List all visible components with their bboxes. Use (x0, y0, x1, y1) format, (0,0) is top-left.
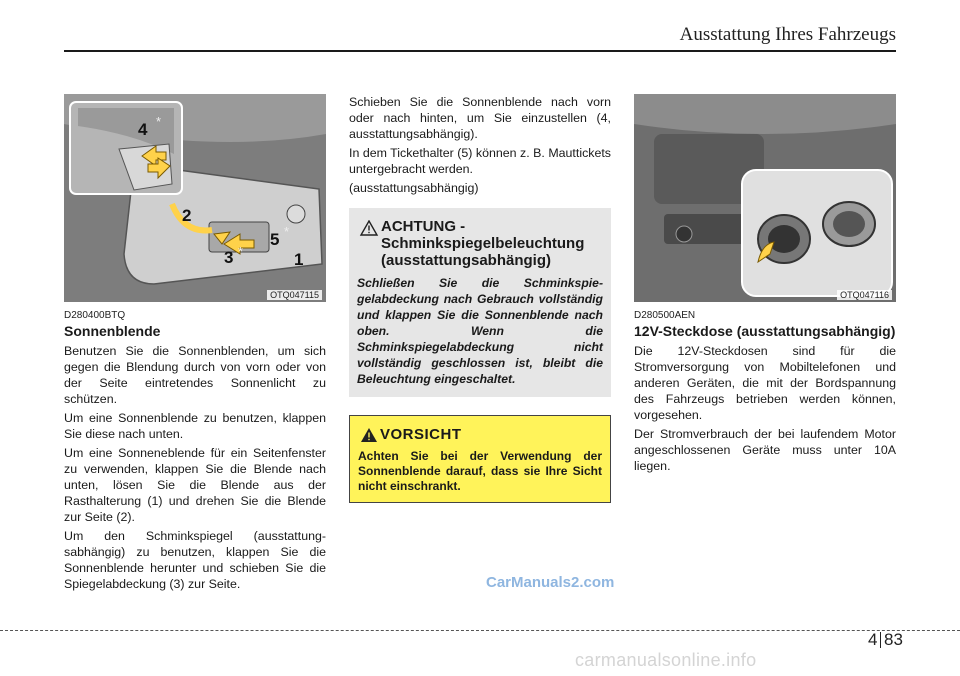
body-paragraph: Um den Schminkspiegel (ausstattung-sabhängig) zu benutzen, klappen Sie die Sonnenblende herunter und schieben Sie die Spiegelabdeckung (3) zur Seite. (64, 529, 326, 591)
body-paragraph: Benutzen Sie die Sonnenblenden, um sich gegen die Blendung durch von vorn oder von der Seite eintretendes Sonnenlicht zu schützen. (64, 344, 326, 406)
page-number-separator (880, 632, 881, 648)
body-paragraph: Der Stromverbrauch der bei laufendem Motor angeschlossenen Geräte muss unter 10A liegen. (634, 427, 896, 473)
warning-subtitle: Schminkspiegelbeleuchtung (ausstattungsabhängig) (381, 235, 585, 269)
page-header-title: Ausstattung Ihres Fahrzeugs (679, 24, 896, 45)
body-paragraph: In dem Tickethalter (5) können z. B. Mauttickets untergebracht werden. (349, 146, 611, 176)
chapter-number: 4 (868, 630, 878, 649)
body-paragraph: Schieben Sie die Sonnenblende nach vorn oder nach hinten, um Sie einzustellen (4, ausstattungsabhängig). (349, 95, 611, 141)
caution-triangle-icon (358, 427, 380, 443)
caution-box (349, 415, 611, 503)
body-paragraph: Um eine Sonnenblende zu benutzen, klappen Sie diese nach unten. (64, 411, 326, 441)
body-paragraph: Um eine Sonneneblende für ein Seitenfenster zu verwenden, klappen Sie die Blende nach unten, lösen Sie die Blende aus der Rasthalterung (1) und drehen Sie die Blende zur Seite (2). (64, 446, 326, 524)
warning-triangle-icon (357, 220, 381, 236)
column-2 (349, 94, 611, 503)
callout-4-asterisk: * (156, 114, 162, 129)
column-3 (634, 94, 896, 474)
watermark-link[interactable]: CarManuals2.com (486, 574, 615, 591)
header-rule (64, 50, 896, 52)
power-outlet-figure (634, 94, 896, 302)
figure-code: OTQ047115 (267, 290, 322, 300)
section-title: 12V-Steckdose (ausstattungsabhängig) (634, 323, 896, 339)
bottom-brand-watermark: carmanualsonline.info (575, 650, 757, 670)
warning-title: ACHTUNG - (381, 218, 466, 235)
warning-box (349, 208, 611, 397)
power-outlet-illustration (634, 94, 896, 302)
sun-visor-figure (64, 94, 326, 302)
caution-title: VORSICHT (380, 426, 462, 443)
callout-5: 5 (270, 230, 280, 249)
caution-text: Achten Sie bei der Verwendung der Sonnenblende darauf, dass sie Ihre Sicht nicht einschrankt. (358, 449, 602, 493)
caution-header (358, 426, 602, 443)
callout-3-asterisk: * (238, 244, 244, 259)
sun-visor-illustration (64, 94, 326, 302)
section-ref: D280400BTQ (64, 310, 126, 321)
footer-rule (0, 630, 960, 631)
section-title: Sonnenblende (64, 323, 161, 339)
callout-4: 4 (138, 120, 148, 139)
figure-code: OTQ047116 (837, 290, 892, 300)
callout-3: 3 (224, 248, 234, 267)
body-paragraph: Die 12V-Steckdosen sind für die Stromversorgung von Mobiltelefonen und anderen Geräten, die mit der Bordspannung des Fahrzeugs betrieben werden können, vorgesehen. (634, 344, 896, 422)
column-1 (64, 94, 326, 592)
page-number: 83 (884, 630, 903, 649)
callout-1: 1 (294, 250, 304, 269)
callout-2: 2 (182, 206, 192, 225)
warning-text: Schließen Sie die Schminkspie-gelabdeckung nach Gebrauch vollständig und klappen Sie die Sonnenblende nach oben. Wenn die Schminkspiegelabdeckung nicht vollständig geschlossen ist, bleibt die Beleuchtung eingeschaltet. (357, 276, 603, 386)
warning-header (357, 218, 603, 269)
section-ref: D280500AEN (634, 310, 696, 321)
body-paragraph: (ausstattungsabhängig) (349, 181, 479, 195)
callout-5-asterisk: * (284, 224, 290, 239)
